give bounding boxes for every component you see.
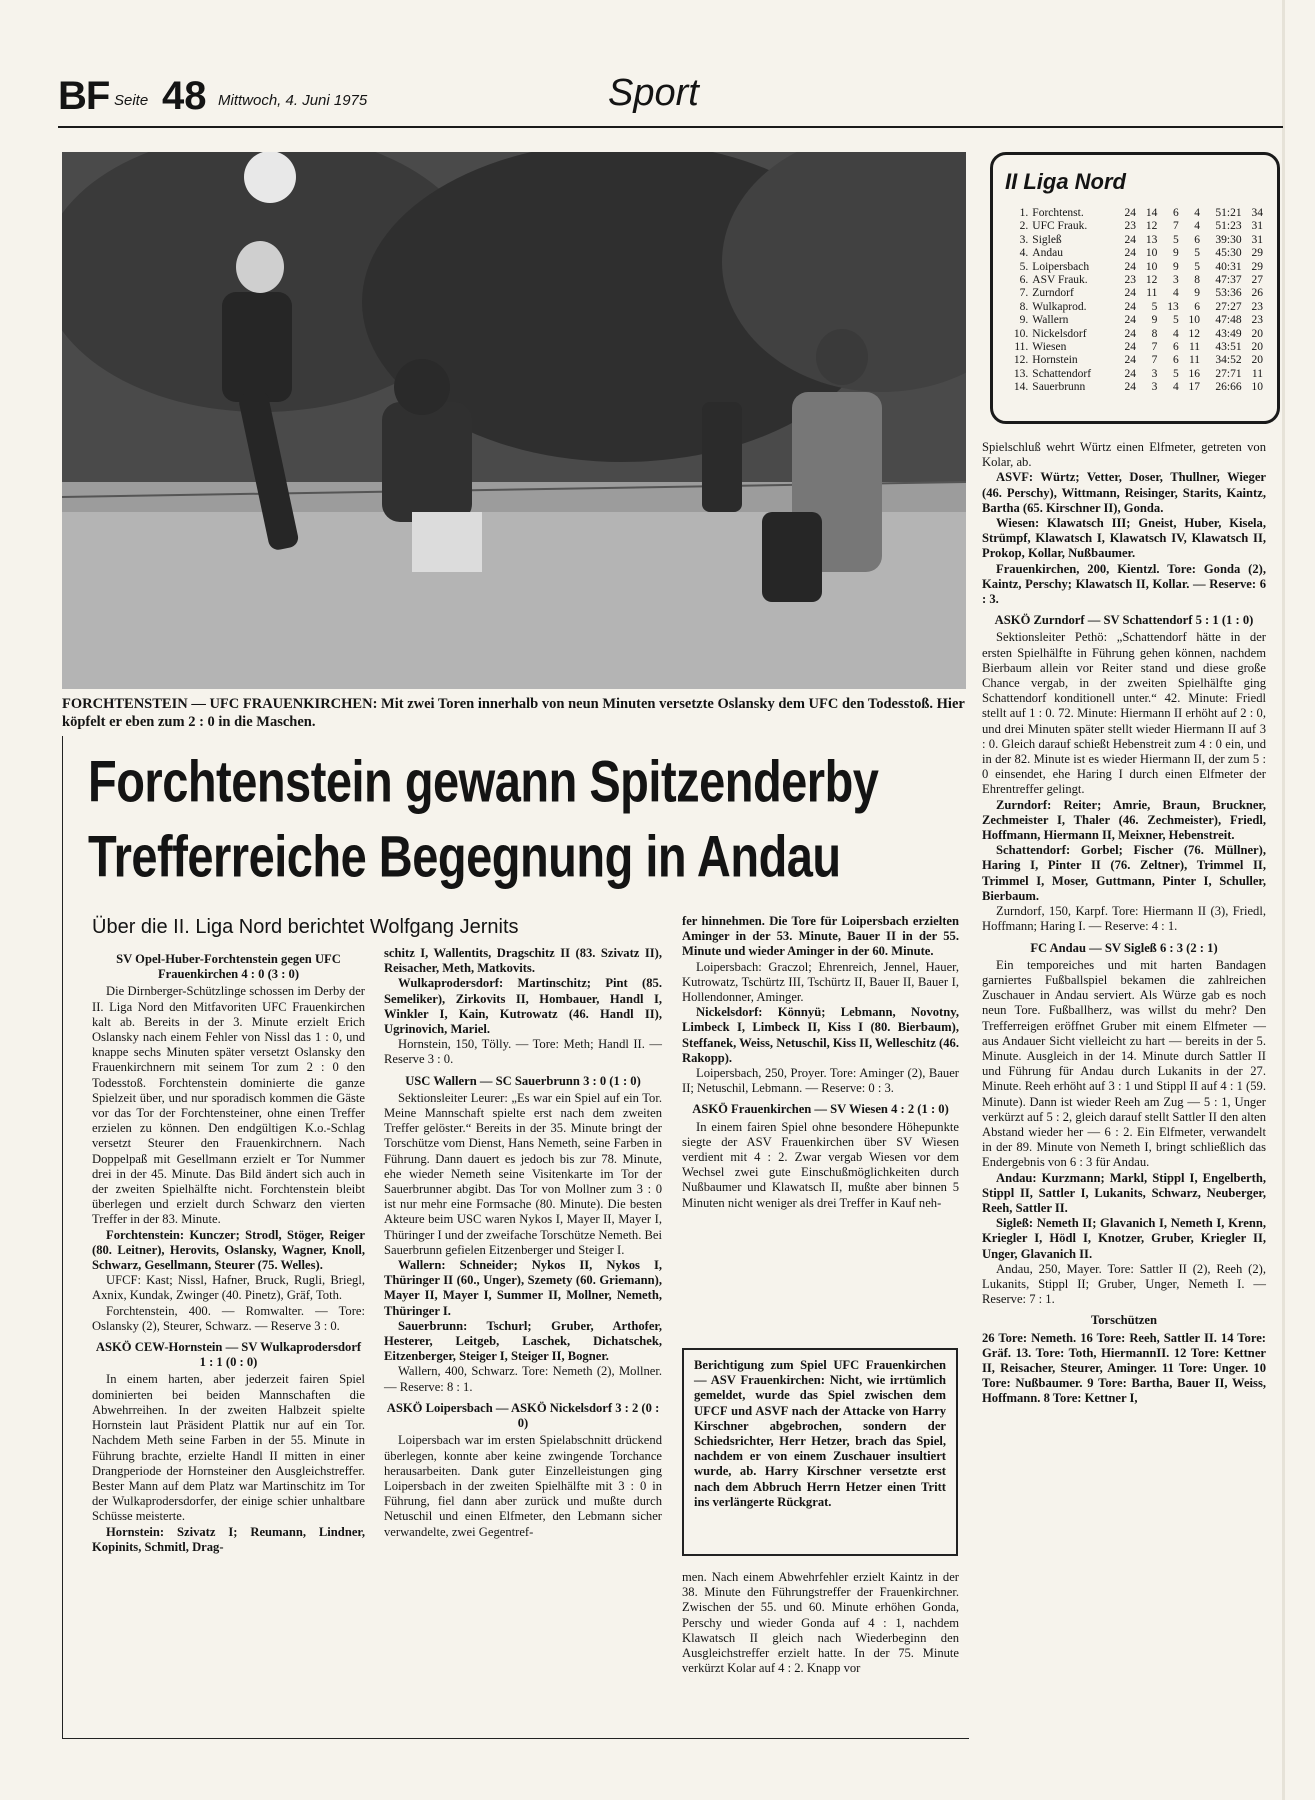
lineup: Andau: Kurzmann; Markl, Stippl I, Engelberth, Stippl II, Sattler I, Lukanits, Schwarz, Neuberger, Reeh, Sattler II. xyxy=(982,1170,1266,1215)
league-cell-goals: 27:71 xyxy=(1215,367,1242,380)
league-cell-w: 9 xyxy=(1151,314,1158,327)
league-cell-goals: 26:66 xyxy=(1215,381,1242,394)
league-cell-d: 7 xyxy=(1172,220,1179,233)
league-cell-pos: 7. xyxy=(1019,287,1029,300)
league-table-row xyxy=(1005,287,1265,300)
newspaper-logo: BF xyxy=(58,74,110,118)
league-cell-l: 12 xyxy=(1188,327,1201,340)
league-cell-l: 17 xyxy=(1188,381,1201,394)
league-cell-pts: 23 xyxy=(1251,314,1263,327)
lineup: Sauerbrunn: Tschurl; Gruber, Arthofer, Hesterer, Leitgeb, Laschek, Dichatschek, Eitzenberger, Steiger I, Steiger II, Bogner. xyxy=(384,1318,662,1364)
league-cell-d: 4 xyxy=(1172,381,1179,394)
league-cell-pts: 10 xyxy=(1251,381,1263,394)
match-photo xyxy=(62,152,966,689)
league-cell-team: Nickelsdorf xyxy=(1032,327,1087,340)
match-heading: ASKÖ Frauenkirchen — SV Wiesen 4 : 2 (1 : 0) xyxy=(692,1102,949,1117)
league-cell-d: 5 xyxy=(1172,233,1179,246)
league-cell-d: 9 xyxy=(1172,247,1179,260)
league-cell-pts: 23 xyxy=(1251,300,1263,313)
league-table-row xyxy=(1005,261,1265,274)
league-cell-l: 9 xyxy=(1194,287,1201,300)
paragraph: Sektionsleiter Leurer: „Es war ein Spiel auf ein Tor. Meine Mannschaft spielte erst nach dem zweiten Treffer gelöster.“ Bereits in der 35. Minute bringt der Torschütze vom Dienst, Hans Nemeth, seine Farben in Führung. Dann dauert es jedoch bis zur 78. Minute, ehe wieder Nemeth seine Visitenkarte im Tor der Sauerbrunner abgibt. Das Tor von Mollner zum 3 : 0 ist nur mehr eine Formsache (80. Minute). Die besten Akteure beim USC waren Nykos I, Mayer II, Mayer I, Thüringer I und der zweifache Torschütze Nemeth. Bei Sauerbrunn gefielen Eitzenberger und Steiger I. xyxy=(384,1090,662,1257)
league-cell-goals: 51:21 xyxy=(1215,207,1242,219)
masthead xyxy=(58,70,1283,128)
page-edge-strip xyxy=(1282,0,1285,1800)
league-cell-g: 24 xyxy=(1124,233,1137,246)
league-cell-d: 4 xyxy=(1172,287,1179,300)
league-cell-g: 24 xyxy=(1124,207,1137,219)
league-cell-pos: 4. xyxy=(1019,247,1029,260)
lineup: Schattendorf: Gorbel; Fischer (76. Müllner), Haring I, Pinter II (76. Zeltner), Trimmel II, Trimmel I, Moser, Guttmann, Pinter I, Schuller, Bierbaum. xyxy=(982,843,1266,903)
league-cell-team: Sauerbrunn xyxy=(1032,381,1086,394)
league-cell-pos: 11. xyxy=(1014,341,1029,354)
league-cell-g: 24 xyxy=(1124,381,1137,394)
league-cell-d: 9 xyxy=(1172,260,1179,273)
league-cell-team: Sigleß xyxy=(1032,233,1062,246)
league-cell-d: 5 xyxy=(1172,367,1179,380)
league-cell-w: 5 xyxy=(1151,300,1158,313)
league-table-row xyxy=(1005,301,1265,314)
league-cell-pts: 31 xyxy=(1251,220,1263,233)
league-cell-team: Wallern xyxy=(1032,314,1069,327)
league-cell-w: 10 xyxy=(1145,260,1158,273)
league-table-row xyxy=(1005,274,1265,287)
league-cell-g: 23 xyxy=(1124,220,1137,233)
league-cell-w: 8 xyxy=(1151,327,1158,340)
league-cell-goals: 51:23 xyxy=(1215,220,1242,233)
league-cell-goals: 47:48 xyxy=(1215,314,1242,327)
league-cell-d: 6 xyxy=(1172,354,1179,367)
league-cell-pos: 9. xyxy=(1019,314,1029,327)
paragraph: Spielschluß wehrt Würtz einen Elfmeter, getreten von Kolar, ab. xyxy=(982,440,1266,470)
league-cell-l: 6 xyxy=(1194,233,1201,246)
league-cell-l: 5 xyxy=(1194,247,1201,260)
lineup: ASVF: Würtz; Vetter, Doser, Thullner, Wieger (46. Perschy), Wittmann, Reisinger, Starits, Kaintz, Bartha (65. Kirschner II), Gonda. xyxy=(982,470,1266,515)
league-cell-w: 3 xyxy=(1151,381,1158,394)
match-summary: Andau, 250, Mayer. Tore: Sattler II (2), Reeh (2), Lukanits, Stippl II; Gruber, Unger, Nemeth I. — Reserve: 7 : 1. xyxy=(982,1261,1266,1307)
league-cell-w: 7 xyxy=(1151,341,1158,354)
article-column-1 xyxy=(92,946,365,1555)
league-cell-g: 24 xyxy=(1124,247,1137,260)
lineup: Sigleß: Nemeth II; Glavanich I, Nemeth I, Krenn, Kriegler I, Hödl I, Knotzer, Gruber, Kriegler II, Unger, Glavanich II. xyxy=(982,1216,1266,1261)
page-label: Seite xyxy=(114,92,149,109)
match-summary: Forchtenstein, 400. — Romwalter. — Tore: Oslansky (2), Steurer, Schwarz. — Reserve 3 : 0. xyxy=(92,1303,365,1333)
issue-date: Mittwoch, 4. Juni 1975 xyxy=(218,92,368,109)
league-cell-w: 13 xyxy=(1145,233,1158,246)
match-summary: Wallern, 400, Schwarz. Tore: Nemeth (2), Mollner. — Reserve: 8 : 1. xyxy=(384,1364,662,1394)
lineup: schitz I, Wallentits, Dragschitz II (83. Szivatz II), Reisacher, Meth, Matkovits. xyxy=(384,946,662,976)
headline-line-2: Trefferreiche Begegnung in Andau xyxy=(88,822,841,889)
league-cell-goals: 43:51 xyxy=(1215,341,1242,354)
lineup: UFCF: Kast; Nissl, Hafner, Bruck, Rugli, Briegl, Axnix, Kundak, Zwinger (40. Pinetz), Gräf, Toth. xyxy=(92,1273,365,1303)
league-table-box xyxy=(990,152,1280,424)
match-heading: FC Andau — SV Sigleß 6 : 3 (2 : 1) xyxy=(1030,940,1218,955)
league-table-row xyxy=(1005,341,1265,354)
league-cell-pts: 31 xyxy=(1251,233,1263,246)
league-cell-pts: 29 xyxy=(1251,247,1263,260)
paragraph: men. Nach einem Abwehrfehler erzielt Kaintz in der 38. Minute den Führungstreffer der Frauenkirchner. Zwischen der 55. und 60. Minute erhöhen Gonda, Perschy und wieder Gonda auf 4 : 1, nachdem Klawatsch II gleich nach Wiederbeginn den Ausgleichstreffer erzielt hatte. In der 75. Minute verkürzt Kolar auf 4 : 2. Knapp vor xyxy=(682,1570,959,1676)
league-cell-d: 6 xyxy=(1172,207,1179,219)
league-cell-g: 23 xyxy=(1124,274,1137,287)
league-cell-g: 24 xyxy=(1124,327,1137,340)
league-table-row xyxy=(1005,354,1265,367)
league-cell-d: 3 xyxy=(1172,274,1179,287)
league-cell-pts: 20 xyxy=(1251,327,1263,340)
article-column-2 xyxy=(384,946,662,1540)
league-cell-team: ASV Frauk. xyxy=(1032,274,1088,287)
league-cell-l: 16 xyxy=(1188,367,1201,380)
league-cell-goals: 53:36 xyxy=(1215,287,1242,300)
paragraph: In einem harten, aber jederzeit fairen Spiel dominierten bei beiden Mannschaften die Abwehrreihen. In der zweiten Halbzeit spielte Hornstein laut Präsident Plattik nur auf ein Tor. Nachdem Meth seine Farben in der 55. Minute in Führung brachte, erzielte Handl II mitten in einer Drangperiode der Hornsteiner den Ausgleichstreffer. Bester Mann auf dem Platz war Martinschitz im Tor der Wulkaprodersdorfer, der einige schier unhaltbare Schüsse meisterte. xyxy=(92,1372,365,1524)
league-cell-team: Hornstein xyxy=(1032,354,1078,367)
league-cell-team: Wiesen xyxy=(1032,341,1067,354)
league-cell-team: Zurndorf xyxy=(1032,287,1074,300)
league-cell-pts: 26 xyxy=(1251,287,1263,300)
league-cell-l: 6 xyxy=(1194,300,1201,313)
league-cell-w: 11 xyxy=(1146,287,1158,300)
league-cell-team: Andau xyxy=(1032,247,1063,260)
league-table-title: II Liga Nord xyxy=(1005,169,1126,194)
league-cell-l: 8 xyxy=(1194,274,1201,287)
league-table-row xyxy=(1005,207,1265,220)
league-cell-l: 11 xyxy=(1188,341,1201,354)
league-cell-team: Loipersbach xyxy=(1032,260,1090,273)
paragraph: Die Dirnberger-Schützlinge schossen im Derby der II. Liga Nord den Mitfavoriten UFC Frauenkirchen kalt ab. Bereits in der 3. Minute erzielt Erich Oslansky nach einem Fehler von Nissl das 1 : 0, und knappe sechs Minuten später versetzt Oslansky den Frauenkirchnern mit seinem Tor zum 2 : 0 den Todesstoß. Forchtenstein dominierte die ganze Spielzeit über, und nur sporadisch kommen die Gäste vor das Tor der Forchtensteiner, ohne einen Treffer erzielen zu können. Den endgültigen K.o.-Schlag versetzt Steurer den Frauenkirchnern. Nach Doppelpaß mit Gesellmann erzielt er Tor Nummer drei in der 45. Minute. Das Bild ändert sich auch in der zweiten Spielhälfte nicht. Forchtenstein bleibt überlegen und erzielt durch Schwarz den vierten Treffer in der 83. Minute. xyxy=(92,984,365,1227)
correction-notice: Berichtigung zum Spiel UFC Frauenkirchen — ASV Frauenkirchen: Nicht, wie irrtümlich gemeldet, wurde das Spiel zwischen dem UFCF und ASVF nach der Attacke von Harry Kirschner abgebrochen, sondern der Schiedsrichter, Herr Hetzer, brach das Spiel, nachdem er von einem Zuschauer insultiert wurde, ab. Harry Kirschner versetzte erst nach dem Abbruch Herrn Hetzer einen Tritt ins verlängerte Rückgrat. xyxy=(682,1348,958,1556)
league-cell-pts: 20 xyxy=(1251,341,1263,354)
section-title: Sport xyxy=(608,72,699,114)
league-table-row xyxy=(1005,247,1265,260)
article-column-3 xyxy=(682,914,959,1211)
league-cell-pts: 20 xyxy=(1251,354,1263,367)
photo-caption: FORCHTENSTEIN — UFC FRAUENKIRCHEN: Mit zwei Toren innerhalb von neun Minuten versetzte Oslansky dem UFC den Todesstoß. Hier köpfelt er eben zum 2 : 0 in die Maschen. xyxy=(62,696,965,730)
league-cell-pos: 14. xyxy=(1013,381,1029,394)
league-cell-goals: 40:31 xyxy=(1215,260,1242,273)
league-cell-team: Forchtenst. xyxy=(1032,207,1084,219)
league-cell-pts: 11 xyxy=(1251,367,1263,380)
league-cell-l: 5 xyxy=(1194,260,1201,273)
lineup: Loipersbach: Graczol; Ehrenreich, Jennel, Hauer, Kutrowatz, Tschürtz III, Tschürtz II, Bauer II, Bauer I, Hollendonner, Aminger. xyxy=(682,959,959,1005)
league-table-row xyxy=(1005,314,1265,327)
paragraph: In einem fairen Spiel ohne besondere Höhepunkte siegte der ASV Frauenkirchen über SV Wiesen verdient mit 4 : 2. Zwar vergab Wiesen vor dem Wechsel zwei gute Einschußmöglichkeiten durch Nußbaumer und Klawatsch II, mußte aber binnen 5 Minuten nicht weniger als drei Treffer in Kauf neh- xyxy=(682,1119,959,1210)
league-cell-pos: 13. xyxy=(1013,367,1029,380)
league-cell-l: 11 xyxy=(1188,354,1201,367)
league-cell-team: Schattendorf xyxy=(1032,367,1092,380)
league-cell-pos: 5. xyxy=(1019,260,1029,273)
league-cell-w: 7 xyxy=(1151,354,1158,367)
match-heading: USC Wallern — SC Sauerbrunn 3 : 0 (1 : 0) xyxy=(405,1073,641,1088)
headline xyxy=(88,744,968,894)
league-cell-g: 24 xyxy=(1124,341,1137,354)
lineup: Wulkaprodersdorf: Martinschitz; Pint (85. Semeliker), Zirkovits II, Hombauer, Handl I, Winkler I, Kain, Kutrowatz (46. Handl II), Ugrinovich, Mariel. xyxy=(384,976,662,1037)
article-column-4 xyxy=(982,440,1266,1407)
lineup: Zurndorf: Reiter; Amrie, Braun, Bruckner, Zechmeister I, Thaler (46. Zechmeister), Friedl, Hoffmann, Hiermann II, Meixner, Hebenstreit. xyxy=(982,797,1266,843)
league-cell-team: UFC Frauk. xyxy=(1032,220,1088,233)
byline: Über die II. Liga Nord berichtet Wolfgang Jernits xyxy=(92,916,519,938)
league-table-row xyxy=(1005,328,1265,341)
league-cell-pos: 10. xyxy=(1013,327,1029,340)
league-cell-w: 12 xyxy=(1145,220,1158,233)
league-cell-pos: 12. xyxy=(1013,354,1029,367)
league-cell-g: 24 xyxy=(1124,367,1137,380)
league-table-row xyxy=(1005,234,1265,247)
league-cell-g: 24 xyxy=(1124,300,1137,313)
league-cell-g: 24 xyxy=(1124,314,1137,327)
match-heading: ASKÖ CEW-Hornstein — SV Wulkaprodersdorf 1 : 1 (0 : 0) xyxy=(95,1340,362,1370)
league-cell-g: 24 xyxy=(1124,260,1137,273)
league-cell-goals: 43:49 xyxy=(1215,327,1242,340)
league-cell-pos: 1. xyxy=(1019,207,1029,219)
league-cell-w: 3 xyxy=(1151,367,1158,380)
league-cell-g: 24 xyxy=(1124,287,1137,300)
match-summary: Frauenkirchen, 200, Kientzl. Tore: Gonda (2), Kaintz, Perschy; Klawatsch II, Kollar. — Reserve: 6 : 3. xyxy=(982,561,1266,607)
league-cell-goals: 34:52 xyxy=(1215,354,1242,367)
league-cell-pos: 8. xyxy=(1019,300,1029,313)
league-cell-d: 4 xyxy=(1172,327,1179,340)
article-column-3-continued xyxy=(682,1570,959,1676)
lineup: Forchtenstein: Kunczer; Strodl, Stöger, Reiger (80. Leitner), Herovits, Oslansky, Wagner, Knoll, Schwarz, Gesellmann, Steurer (75. Welles). xyxy=(92,1227,365,1273)
league-cell-pts: 27 xyxy=(1251,274,1263,287)
league-table-row xyxy=(1005,368,1265,381)
match-heading: ASKÖ Loipersbach — ASKÖ Nickelsdorf 3 : 2 (0 : 0) xyxy=(386,1400,660,1431)
match-heading: SV Opel-Huber-Forchtenstein gegen UFC Frauenkirchen 4 : 0 (3 : 0) xyxy=(116,952,341,982)
lineup: Wallern: Schneider; Nykos II, Nykos I, Thüringer II (60., Unger), Szemety (60. Griemann), Mayer II, Mayer I, Summer II, Mollner, Nemeth, Thüringer I. xyxy=(384,1258,662,1318)
paragraph: Ein temporeiches und mit harten Bandagen garniertes Fußballspiel bekamen die zahlreichen Zuschauer in Andau serviert. Als Würze gab es noch neun Tore. Fußballherz, was willst du mehr? Den Trefferreigen eröffnet Gruber mit einem Elfmeter — aus Andauer Sicht vielleicht zu hart — bereits in der 5. Minute. Ausgleich in der 14. Minute durch Sattler II und Führung für Andau durch Lukanits in der 27. Minute. Reeh erhöht auf 3 : 1 und Stippl II auf 4 : 1 (59. Minute). Dann ist wieder Reeh am Zug — 5 : 1, Unger verkürzt auf 5 : 2, gleich darauf stellt Sattler II den alten Abstand wieder her — 6 : 2. Ein Elfmeter, verwandelt in der 89. Minute von Nemeth I, bringt schließlich das Endergebnis von 6 : 3 für Andau. xyxy=(982,957,1266,1170)
league-cell-l: 4 xyxy=(1194,207,1201,219)
league-cell-pos: 6. xyxy=(1019,274,1029,287)
league-cell-pos: 2. xyxy=(1019,220,1029,233)
league-cell-pts: 34 xyxy=(1251,207,1263,219)
lineup: Hornstein: Szivatz I; Reumann, Lindner, Kopinits, Schmitl, Drag- xyxy=(92,1524,365,1554)
scorers-heading: Torschützen xyxy=(1090,1313,1157,1328)
league-cell-goals: 39:30 xyxy=(1215,233,1242,246)
lineup: Nickelsdorf: Könnyü; Lebmann, Novotny, Limbeck I, Limbeck II, Kiss I (80. Bierbaum), Steffanek, Weiss, Netuschil, Kiss II, Welleschitz (46. Rakopp). xyxy=(682,1005,959,1065)
paragraph: Sektionsleiter Pethö: „Schattendorf hätte in der ersten Spielhälfte in Führung gehen können, nachdem Bierbaum allein vor Reiter stand und diese große Chance vergab, in der zweiten Spielhälfte ging Schattendorf konditionell unter.“ 42. Minute: Friedl stellt auf 1 : 0. 72. Minute: Hiermann II erhöht auf 2 : 0, und drei Minuten später stellt wieder Hiermann II auf 3 : 0. Gleich darauf schießt Hebenstreit zum 4 : 0 ein, und in der 82. Minute ist es wieder Hiermann II, der zum 5 : 0 einsendet, ehe Haring I durch einen Elfmeter der Ehrentreffer gelingt. xyxy=(982,630,1266,797)
league-cell-w: 12 xyxy=(1145,274,1158,287)
lineup: Wiesen: Klawatsch III; Gneist, Huber, Kisela, Strümpf, Klawatsch I, Klawatsch IV, Klawatsch II, Prokop, Kollar, Nußbaumer. xyxy=(982,516,1266,561)
league-cell-team: Wulkaprod. xyxy=(1032,300,1087,313)
photo-illustration xyxy=(62,152,966,689)
league-cell-d: 6 xyxy=(1172,341,1179,354)
paragraph: fer hinnehmen. Die Tore für Loipersbach erzielten Aminger in der 53. Minute, Bauer II in der 55. Minute und wieder Aminger in der 60. Minute. xyxy=(682,914,959,959)
league-cell-w: 14 xyxy=(1145,207,1158,219)
league-cell-l: 4 xyxy=(1194,220,1201,233)
league-cell-goals: 27:27 xyxy=(1215,300,1242,313)
match-heading: ASKÖ Zurndorf — SV Schattendorf 5 : 1 (1 : 0) xyxy=(994,613,1254,628)
league-cell-w: 10 xyxy=(1145,247,1158,260)
league-cell-pos: 3. xyxy=(1019,233,1029,246)
league-cell-l: 10 xyxy=(1188,314,1201,327)
league-cell-goals: 47:37 xyxy=(1215,274,1242,287)
paragraph: Loipersbach war im ersten Spielabschnitt drückend überlegen, konnte aber keine zwingende Torchance herausarbeiten. Dank guter Einzelleistungen ging Loipersbach in der zweiten Spielhälfte mit 3 : 0 in Führung, fiel dann aber zurück und mußte durch Netuschil und einen Elfmeter, den Lebmann sicher verwandelte, zwei Gegentref- xyxy=(384,1433,662,1539)
league-table xyxy=(1005,207,1265,395)
league-cell-goals: 45:30 xyxy=(1215,247,1242,260)
page-number: 48 xyxy=(162,74,207,118)
league-table-row xyxy=(1005,381,1265,394)
league-cell-pts: 29 xyxy=(1251,260,1263,273)
league-cell-d: 5 xyxy=(1172,314,1179,327)
scorers-list: 26 Tore: Nemeth. 16 Tore: Reeh, Sattler II. 14 Tore: Gräf. 13. Tore: Toth, HiermannII. 12 Tore: Kettner II, Reisacher, Steurer, Aminger. 11 Tore: Unger. 10 Tore: Nußbaumer. 9 Tore: Bartha, Bauer II, Weiss, Hoffmann. 8 Tore: Kettner I, xyxy=(982,1330,1266,1406)
match-summary: Zurndorf, 150, Karpf. Tore: Hiermann II (3), Friedl, Hoffmann; Haring I. — Reserve: 4 : 1. xyxy=(982,904,1266,934)
match-summary: Hornstein, 150, Tölly. — Tore: Meth; Handl II. — Reserve 3 : 0. xyxy=(384,1037,662,1067)
league-cell-g: 24 xyxy=(1124,354,1137,367)
headline-line-1: Forchtenstein gewann Spitzenderby xyxy=(88,747,879,814)
league-cell-d: 13 xyxy=(1167,300,1179,313)
match-summary: Loipersbach, 250, Proyer. Tore: Aminger (2), Bauer II; Netuschil, Lebmann. — Reserve: 0 : 3. xyxy=(682,1066,959,1096)
league-table-row xyxy=(1005,220,1265,233)
